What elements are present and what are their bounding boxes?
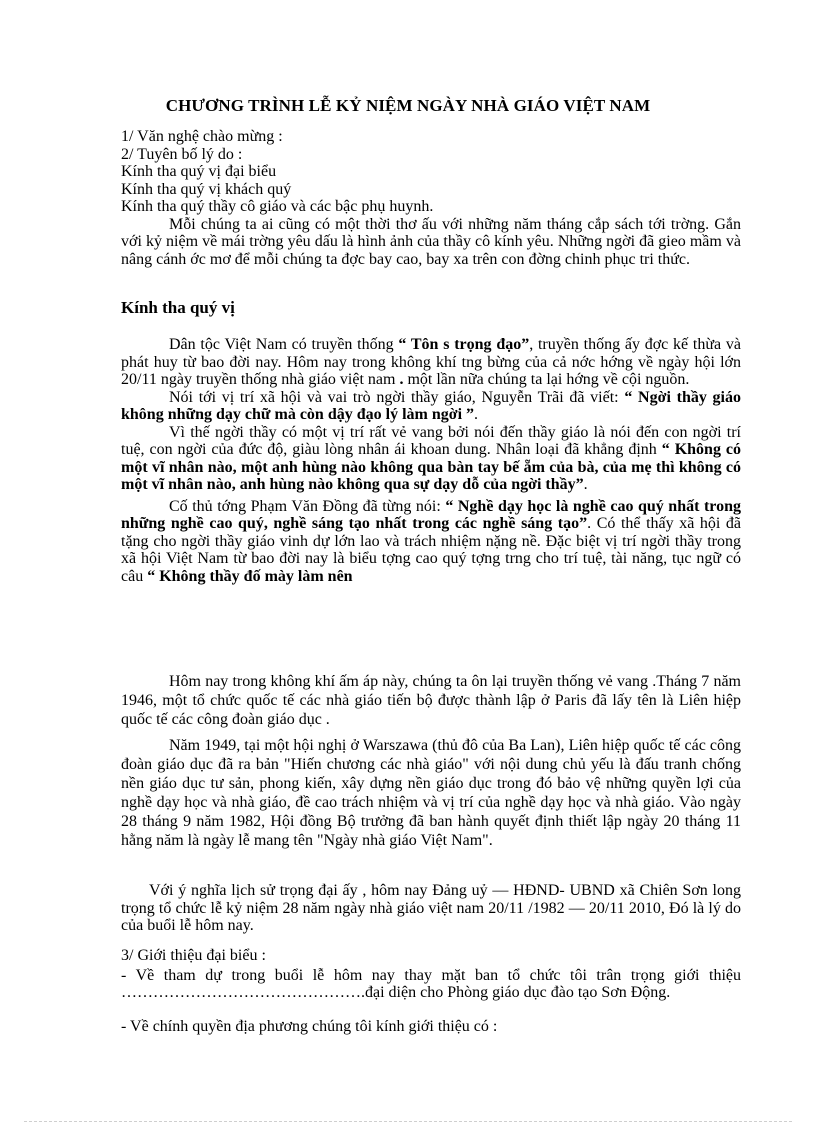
text-run: Cố thủ tớng Phạm Văn Đồng đã từng nói: [169, 497, 446, 515]
text-run: Vì thế ngời thầy có một vị trí rất vẻ vang bởi nói đến thầy giáo là nói đến con ngời trí tuệ, con ngời của đức độ, giàu lòng nhân ái khoan dung. Nhân loại đã khẳng định [121, 423, 741, 458]
paragraph-reason: Với ý nghĩa lịch sử trọng đại ấy , hôm nay Đảng uỷ — HĐND- UBND xã Chiên Sơn long trọng tổ chức lễ kỷ niệm 28 năm ngày nhà giáo việt nam 20/11 /1982 — 20/11 2010, Đó là lý do của buổi lễ hôm nay. [121, 882, 741, 934]
text-run: Dân tộc Việt Nam có truyền thống [169, 336, 399, 353]
paragraph-memory: Mỗi chúng ta ai cũng có một thời thơ ấu với những năm tháng cắp sách tới trờng. Gắn với kỷ niệm về mái trờng yêu dấu là hình ảnh của thầy cô kính yêu. Những ngời đã gieo mầm và nâng cánh ớc mơ để mỗi chúng ta đợc bay cao, bay xa trên con đờng chinh phục tri thức. [121, 215, 741, 268]
text-run: . [583, 476, 588, 493]
text-run: . [474, 406, 479, 423]
intro-line: Kính tha quý vị đại biểu [121, 163, 277, 180]
paragraph-history-1949: Năm 1949, tại một hội nghị ở Warszawa (thủ đô của Ba Lan), Liên hiệp quốc tế các công đoàn giáo dục đã ra bản "Hiến chương các nhà giáo" với nội dung chủ yếu là đấu tranh chống nền giáo dục tư sản, phong kiến, xây dựng nền giáo dục trong đó bảo vệ những quyền lợi của nghề dạy học và nhà giáo, đề cao trách nhiệm và vị trí của nghề dạy học và nhà giáo. Vào ngày 28 tháng 9 năm 1982, Hội đồng Bộ trưởng đã ban hành quyết định thiết lập ngày 20 tháng 11 hằng năm là ngày lễ mang tên "Ngày nhà giáo Việt Nam". [121, 737, 741, 849]
paragraph-history-1946: Hôm nay trong không khí ấm áp này, chúng ta ôn lại truyền thống vẻ vang .Tháng 7 năm 1946, một tổ chức quốc tế các nhà giáo tiến bộ được thành lập ở Paris đã lấy tên là Liên hiệp quốc tế các công đoàn giáo dục . [121, 673, 741, 728]
body-section-2 [121, 672, 741, 850]
text-run: . Có thể thấy xã hội đã tặng cho ngời thầy giáo vinh dự lớn lao và trách nhiệm nặng nề. Đặc biệt vị trí ngời thầy trong xã hội Việt Nam từ bao đời nay là biểu tợng cao quý tợng trng cho trí tuệ, tài năng, tục ngữ có câu [121, 515, 741, 585]
paragraph-local-gov: - Về chính quyền địa phương chúng tôi kính giới thiệu có : [121, 1017, 498, 1035]
intro-line: 1/ Văn nghệ chào mừng : [121, 128, 283, 145]
page-bottom-divider [24, 1121, 792, 1122]
document-title: CHƯƠNG TRÌNH LỄ KỶ NIỆM NGÀY NHÀ GIÁO VIỆT NAM [165, 96, 651, 115]
paragraph-pham-van-dong [121, 498, 741, 586]
body-section-1 [121, 336, 741, 585]
bold-quote: “ Tôn s trọng đạo” [398, 336, 530, 353]
body-section-3 [121, 882, 741, 935]
text-run: Nói tới vị trí xã hội và vai trò ngời thầy giáo, Nguyễn Trãi đã viết: [169, 388, 625, 406]
paragraph-nguyen-trai [121, 389, 741, 424]
bold-quote: “ Không thầy đố mày làm nên [147, 567, 353, 585]
paragraph-teacher-role [121, 424, 741, 494]
bold-quote: “ Nghề dạy học là nghề cao quý nhất trong những nghề cao quý, nghề sáng tạo nhất trong các nghề sáng tạo” [121, 497, 742, 532]
bold-quote: “ Không có một vĩ nhân nào, một anh hùng nào không qua bàn tay bế ẵm của bà, của mẹ thì không có một vĩ nhân nào, anh hùng nào không qua sự dạy dỗ của ngời thầy” [121, 441, 741, 493]
paragraph-tradition [121, 336, 741, 389]
section-delegates [121, 947, 741, 1035]
intro-line: 2/ Tuyên bố lý do : [121, 145, 243, 163]
bold-run: . [399, 371, 404, 388]
intro-list [121, 128, 741, 268]
intro-line: Kính tha quý vị khách quý [121, 180, 292, 198]
text-run: một lần nữa chúng ta lại hớng về cội nguồn. [403, 371, 690, 388]
section-heading: 3/ Giới thiệu đại biểu : [121, 947, 266, 964]
intro-line: Kính tha quý thầy cô giáo và các bậc phụ huynh. [121, 198, 434, 215]
paragraph-delegate: - Về tham dự trong buổi lễ hôm nay thay mặt ban tổ chức tôi trân trọng giới thiệu ……………………………………….đại diện cho Phòng giáo dục đào tạo Sơn Động. [121, 966, 741, 1001]
bold-quote: “ Ngời thầy giáo không những dạy chữ mà còn dậy đạo lý làm ngời ” [121, 388, 742, 423]
greeting-heading: Kính tha quý vị [121, 298, 235, 317]
text-run: , truyền thống ấy đợc kế thừa và phát huy từ bao đời nay. Hôm nay trong không khí tng bừng của cả nớc hớng về ngày hội lớn 20/11 ngày truyền thống nhà giáo việt nam [121, 336, 742, 388]
